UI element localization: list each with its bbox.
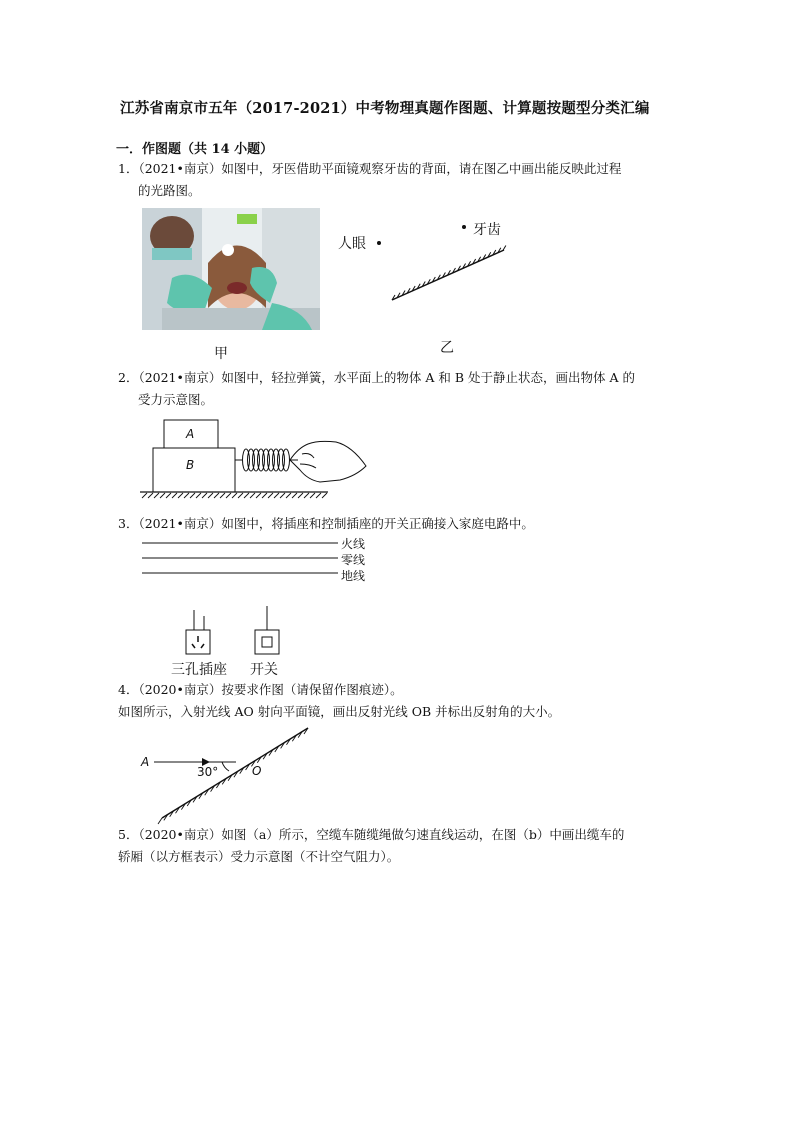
question-1-line2: 的光路图。 xyxy=(138,183,201,198)
question-3-line1: 3．（2021•南京）如图中，将插座和控制插座的开关正确接入家庭电路中。 xyxy=(118,516,534,531)
reflection-figure xyxy=(140,724,320,824)
question-5-line1: 5．（2020•南京）如图（a）所示，空缆车随缆绳做匀速直线运动，在图（b）中画出缆车的 xyxy=(118,827,625,842)
spring-blocks-figure xyxy=(140,418,380,500)
switch-label: 开关 xyxy=(250,662,278,678)
eye-point xyxy=(376,240,382,246)
socket-label: 三孔插座 xyxy=(171,662,227,678)
question-3 xyxy=(118,513,678,535)
point-a-label: A xyxy=(141,755,150,769)
household-circuit-lines xyxy=(142,540,342,580)
live-wire-label: 火线 xyxy=(341,537,366,551)
question-4 xyxy=(118,679,678,723)
tooth-point xyxy=(461,224,467,230)
document-title: 江苏省南京市五年（2017-2021）中考物理真题作图题、计算题按题型分类汇编 xyxy=(120,100,650,117)
section-heading: 一．作图题（共 14 小题） xyxy=(116,142,274,157)
angle-label: 30° xyxy=(197,765,219,779)
plane-mirror xyxy=(388,248,508,308)
question-5 xyxy=(118,824,678,868)
dentist-photo xyxy=(142,208,320,330)
ground-wire-label: 地线 xyxy=(341,569,366,583)
question-4-line1: 4．（2020•南京）按要求作图（请保留作图痕迹）。 xyxy=(118,682,403,697)
question-1 xyxy=(118,158,678,202)
figure1-label-jia: 甲 xyxy=(214,346,228,362)
switch-icon xyxy=(252,606,282,658)
block-a-label: A xyxy=(186,427,195,441)
question-2-line1: 2．（2021•南京）如图中，轻拉弹簧，水平面上的物体 A 和 B 处于静止状态，画出物体 A 的 xyxy=(118,370,635,385)
figure1-label-yi: 乙 xyxy=(440,340,454,356)
question-5-line2: 轿厢（以方框表示）受力示意图（不计空气阻力）。 xyxy=(118,849,400,864)
point-o-label: O xyxy=(252,764,262,778)
question-2-line2: 受力示意图。 xyxy=(138,392,214,407)
tooth-label: 牙齿 xyxy=(473,222,501,238)
neutral-wire-label: 零线 xyxy=(341,553,366,567)
eye-label: 人眼 xyxy=(338,236,366,252)
block-b-label: B xyxy=(186,458,195,472)
question-1-line1: 1．（2021•南京）如图中，牙医借助平面镜观察牙齿的背面，请在图乙中画出能反映此过程 xyxy=(118,161,622,176)
question-2 xyxy=(118,367,678,411)
three-hole-socket-icon xyxy=(184,610,214,658)
question-4-line2: 如图所示，入射光线 AO 射向平面镜，画出反射光线 OB 并标出反射角的大小。 xyxy=(118,704,561,719)
